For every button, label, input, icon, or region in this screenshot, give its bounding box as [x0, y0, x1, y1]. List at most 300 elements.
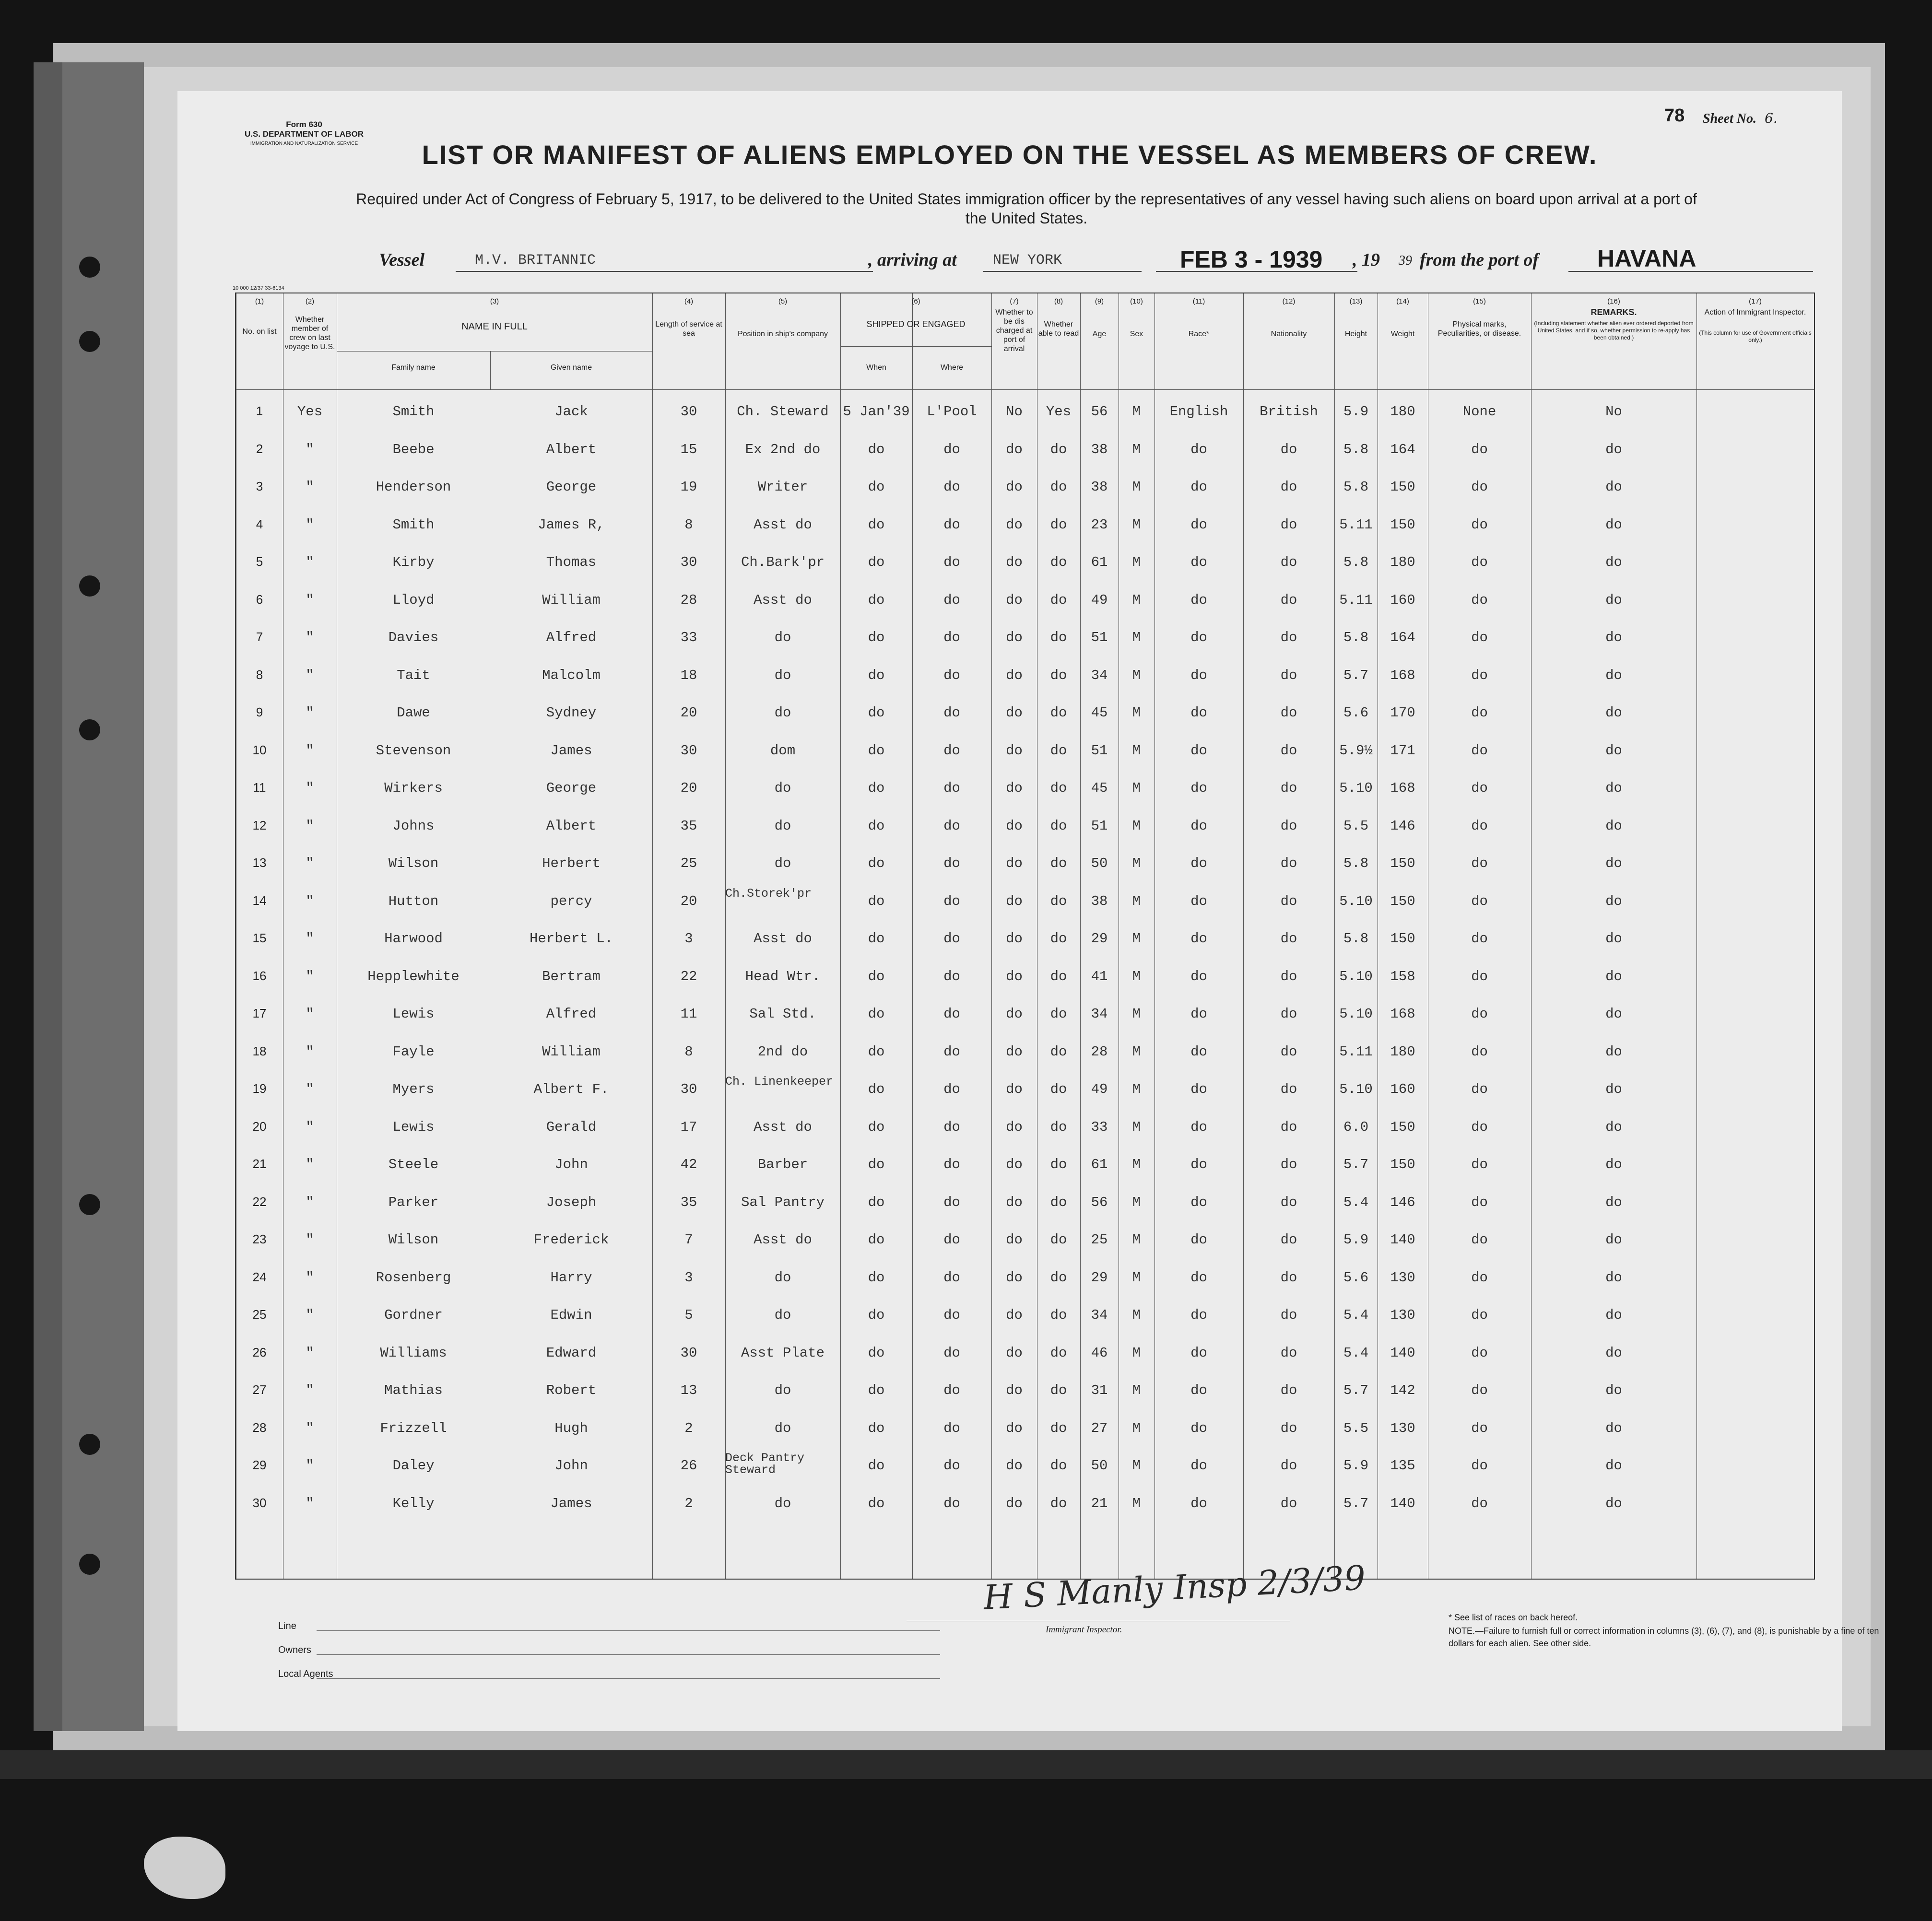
cell-disch: do: [1006, 1081, 1023, 1097]
cell-remarks: do: [1605, 1232, 1622, 1248]
cell-family: Gordner: [384, 1307, 443, 1323]
cell-where: L'Pool: [927, 404, 977, 420]
cell-nat: do: [1280, 592, 1297, 608]
cell-position: Ch.Storek'pr: [725, 886, 812, 901]
cell-when: do: [868, 516, 885, 533]
arrival-underline: [983, 271, 1142, 272]
cell-family: Lewis: [392, 1006, 435, 1022]
cell-marks: do: [1471, 1382, 1488, 1398]
cell-height: 5.10: [1339, 893, 1373, 909]
cell-weight: 140: [1390, 1495, 1415, 1511]
cell-read: do: [1050, 1345, 1067, 1361]
cell-given: George: [546, 479, 597, 495]
header-race: Race*: [1188, 330, 1210, 338]
cell-last: ": [306, 968, 314, 984]
cell-weight: 130: [1390, 1307, 1415, 1323]
cell-where: do: [943, 1269, 960, 1286]
cell-age: 23: [1091, 516, 1108, 533]
col-num-15: (15): [1473, 297, 1486, 305]
cell-sex: M: [1132, 1081, 1141, 1097]
cell-family: Hepplewhite: [367, 968, 459, 984]
cell-no: 18: [252, 1043, 267, 1058]
cell-when: do: [868, 630, 885, 645]
cell-nat: do: [1280, 705, 1297, 721]
cell-sex: M: [1132, 1382, 1141, 1398]
cell-nat: do: [1280, 479, 1297, 495]
cell-family: Hutton: [388, 893, 439, 909]
cell-no: 4: [256, 516, 263, 531]
cell-nat: do: [1280, 1232, 1297, 1248]
cell-read: do: [1050, 554, 1067, 570]
cell-where: do: [943, 1081, 960, 1097]
cell-last: ": [306, 667, 314, 683]
cell-family: Johns: [392, 818, 435, 834]
cell-disch: do: [1006, 630, 1023, 645]
cell-sex: M: [1132, 1307, 1141, 1323]
table-row: [236, 432, 1814, 469]
cell-sex: M: [1132, 855, 1141, 871]
cell-when: do: [868, 780, 885, 796]
cell-nat: do: [1280, 931, 1297, 947]
header-last-voyage: Whether member of crew on last voyage to U.S.: [284, 316, 335, 351]
cell-position: Asst do: [754, 931, 812, 947]
penalty-note: NOTE.—Failure to furnish full or correct information in columns (3), (6), (7), and (8), is punishable by a fine of ten dollars for each alien. See other side.: [1449, 1626, 1879, 1648]
cell-age: 38: [1091, 893, 1108, 909]
cell-nat: do: [1280, 1043, 1297, 1060]
cell-sex: M: [1132, 1269, 1141, 1286]
cell-remarks: do: [1605, 1157, 1622, 1172]
departure-port: HAVANA: [1597, 245, 1696, 272]
cell-disch: do: [1006, 1458, 1023, 1474]
table-row: [236, 733, 1814, 771]
header-family-name: Family name: [391, 363, 436, 372]
cell-given: James: [550, 742, 592, 759]
cell-race: do: [1190, 1006, 1207, 1022]
cell-remarks: do: [1605, 1345, 1622, 1361]
cell-position: do: [774, 705, 791, 721]
cell-disch: do: [1006, 1043, 1023, 1060]
cell-service: 20: [680, 705, 697, 721]
cell-read: do: [1050, 441, 1067, 457]
cell-service: 2: [684, 1495, 693, 1511]
cell-disch: do: [1006, 1006, 1023, 1022]
cell-height: 5.4: [1343, 1307, 1369, 1323]
cell-disch: do: [1006, 1119, 1023, 1135]
cell-weight: 140: [1390, 1345, 1415, 1361]
cell-last: ": [306, 1194, 314, 1210]
cell-race: do: [1190, 1232, 1207, 1248]
cell-no: 25: [252, 1307, 267, 1322]
table-row: [236, 1072, 1814, 1109]
cell-age: 25: [1091, 1232, 1108, 1248]
cell-disch: do: [1006, 1269, 1023, 1286]
cell-where: do: [943, 705, 960, 721]
cell-weight: 150: [1390, 893, 1415, 909]
cell-given: Albert F.: [533, 1081, 609, 1097]
cell-race: do: [1190, 592, 1207, 608]
cell-race: do: [1190, 441, 1207, 457]
cell-disch: do: [1006, 667, 1023, 683]
cell-race: do: [1190, 1157, 1207, 1172]
cell-weight: 171: [1390, 742, 1415, 759]
cell-no: 10: [252, 742, 267, 757]
cell-given: Jack: [554, 404, 588, 420]
cell-read: do: [1050, 1458, 1067, 1474]
cell-height: 5.8: [1343, 441, 1369, 457]
crew-table: [235, 293, 1815, 1580]
cell-given: percy: [550, 893, 592, 909]
cell-height: 5.8: [1343, 554, 1369, 570]
cell-family: Fayle: [392, 1043, 435, 1060]
cell-position: Asst do: [754, 1232, 812, 1248]
cell-family: Rosenberg: [376, 1269, 451, 1286]
table-row: [236, 394, 1814, 432]
cell-last: ": [306, 818, 314, 834]
col-num-12: (12): [1282, 297, 1296, 305]
scan-bottom-band: [0, 1750, 1932, 1779]
cell-where: do: [943, 1232, 960, 1248]
cell-nat: do: [1280, 780, 1297, 796]
cell-marks: do: [1471, 516, 1488, 533]
cell-where: do: [943, 667, 960, 683]
cell-disch: do: [1006, 968, 1023, 984]
cell-last: ": [306, 479, 314, 495]
cell-weight: 168: [1390, 1006, 1415, 1022]
cell-marks: do: [1471, 705, 1488, 721]
cell-family: Wilson: [388, 1232, 439, 1248]
cell-service: 42: [680, 1157, 697, 1172]
cell-no: 15: [252, 931, 267, 945]
table-row: [236, 620, 1814, 657]
cell-race: do: [1190, 893, 1207, 909]
cell-where: do: [943, 855, 960, 871]
cell-marks: do: [1471, 1420, 1488, 1436]
inspector-signature: H S Manly Insp 2/3/39: [982, 1558, 1367, 1617]
cell-where: do: [943, 592, 960, 608]
cell-remarks: do: [1605, 855, 1622, 871]
cell-age: 46: [1091, 1345, 1108, 1361]
cell-nat: do: [1280, 1458, 1297, 1474]
cell-read: do: [1050, 1119, 1067, 1135]
cell-last: ": [306, 780, 314, 796]
cell-sex: M: [1132, 818, 1141, 834]
cell-disch: do: [1006, 479, 1023, 495]
arriving-label: , arriving at: [868, 250, 957, 270]
table-row: [236, 658, 1814, 695]
table-row: [236, 545, 1814, 582]
col-num-3: (3): [490, 297, 499, 305]
table-row: [236, 1335, 1814, 1373]
cell-given: Edward: [546, 1345, 597, 1361]
cell-given: Hugh: [554, 1420, 588, 1436]
cell-marks: do: [1471, 1157, 1488, 1172]
vessel-label: Vessel: [379, 250, 424, 270]
cell-marks: do: [1471, 1006, 1488, 1022]
cell-when: do: [868, 1345, 885, 1361]
cell-remarks: do: [1605, 968, 1622, 984]
cell-remarks: do: [1605, 931, 1622, 947]
header-position: Position in ship's company: [737, 330, 828, 338]
cell-family: Smith: [392, 404, 435, 420]
cell-last: ": [306, 630, 314, 645]
cell-read: do: [1050, 516, 1067, 533]
cell-remarks: do: [1605, 667, 1622, 683]
department-name: U.S. DEPARTMENT OF LABOR: [245, 129, 364, 139]
cell-marks: do: [1471, 931, 1488, 947]
cell-marks: do: [1471, 1458, 1488, 1474]
cell-nat: do: [1280, 818, 1297, 834]
cell-height: 5.9: [1343, 1458, 1369, 1474]
cell-given: Alfred: [546, 630, 597, 645]
cell-height: 5.6: [1343, 1269, 1369, 1286]
cell-age: 49: [1091, 1081, 1108, 1097]
cell-age: 41: [1091, 968, 1108, 984]
cell-nat: do: [1280, 1081, 1297, 1097]
cell-nat: do: [1280, 1420, 1297, 1436]
cell-no: 23: [252, 1232, 267, 1246]
cell-position: Barber: [757, 1157, 808, 1172]
cell-position: do: [774, 1307, 791, 1323]
cell-height: 5.7: [1343, 1157, 1369, 1172]
cell-last: ": [306, 742, 314, 759]
cell-when: do: [868, 1458, 885, 1474]
cell-height: 5.10: [1339, 968, 1373, 984]
header-height: Height: [1344, 330, 1367, 338]
col-num-14: (14): [1396, 297, 1409, 305]
cell-nat: do: [1280, 1495, 1297, 1511]
cell-position: do: [774, 1382, 791, 1398]
cell-remarks: do: [1605, 1006, 1622, 1022]
cell-nat: do: [1280, 855, 1297, 871]
cell-nat: do: [1280, 1307, 1297, 1323]
cell-age: 38: [1091, 479, 1108, 495]
col-num-1: (1): [255, 297, 264, 305]
cell-sex: M: [1132, 554, 1141, 570]
cell-sex: M: [1132, 1157, 1141, 1172]
table-row: [236, 884, 1814, 921]
cell-no: 22: [252, 1194, 267, 1209]
cell-no: 3: [256, 479, 263, 493]
cell-disch: do: [1006, 705, 1023, 721]
header-shipped-or-engaged: SHIPPED OR ENGAGED: [866, 319, 966, 329]
cell-no: 9: [256, 705, 263, 719]
cell-no: 8: [256, 667, 263, 682]
punch-hole: [79, 331, 100, 352]
header-where: Where: [940, 363, 964, 372]
cell-position: Sal Std.: [749, 1006, 816, 1022]
cell-read: do: [1050, 818, 1067, 834]
cell-remarks: do: [1605, 554, 1622, 570]
table-row: [236, 1298, 1814, 1335]
cell-age: 45: [1091, 780, 1108, 796]
cell-weight: 180: [1390, 554, 1415, 570]
cell-weight: 146: [1390, 1194, 1415, 1210]
cell-position: do: [774, 630, 791, 645]
cell-marks: do: [1471, 893, 1488, 909]
cell-position: Deck Pantry Steward: [725, 1451, 805, 1477]
cell-read: do: [1050, 780, 1067, 796]
cell-no: 30: [252, 1495, 267, 1510]
cell-given: Alfred: [546, 1006, 597, 1022]
cell-read: Yes: [1046, 404, 1072, 420]
cell-disch: do: [1006, 931, 1023, 947]
cell-disch: do: [1006, 1157, 1023, 1172]
cell-when: do: [868, 1420, 885, 1436]
cell-remarks: do: [1605, 592, 1622, 608]
cell-read: do: [1050, 667, 1067, 683]
cell-no: 29: [252, 1458, 267, 1472]
cell-family: Henderson: [376, 479, 451, 495]
cell-age: 34: [1091, 1307, 1108, 1323]
cell-sex: M: [1132, 479, 1141, 495]
cell-age: 51: [1091, 630, 1108, 645]
owners-label: Owners: [278, 1645, 311, 1655]
cell-service: 8: [684, 1043, 693, 1060]
cell-no: 19: [252, 1081, 267, 1096]
cell-when: 5 Jan'39: [843, 404, 910, 420]
cell-last: ": [306, 441, 314, 457]
cell-last: ": [306, 1081, 314, 1097]
cell-weight: 150: [1390, 1119, 1415, 1135]
sheet-number: [1703, 110, 1778, 127]
col-num-11: (11): [1192, 297, 1205, 305]
cell-when: do: [868, 893, 885, 909]
cell-service: 19: [680, 479, 697, 495]
from-port-label: from the port of: [1420, 250, 1539, 270]
cell-marks: do: [1471, 441, 1488, 457]
cell-service: 26: [680, 1458, 697, 1474]
cell-position: do: [774, 855, 791, 871]
cell-race: do: [1190, 1382, 1207, 1398]
cell-remarks: do: [1605, 1458, 1622, 1474]
cell-given: Herbert: [542, 855, 601, 871]
table-row: [236, 996, 1814, 1034]
cell-height: 5.8: [1343, 931, 1369, 947]
cell-service: 2: [684, 1420, 693, 1436]
cell-race: do: [1190, 968, 1207, 984]
cell-remarks: do: [1605, 893, 1622, 909]
cell-remarks: do: [1605, 1269, 1622, 1286]
table-row: [236, 808, 1814, 846]
cell-read: do: [1050, 855, 1067, 871]
cell-race: do: [1190, 1081, 1207, 1097]
cell-sex: M: [1132, 1043, 1141, 1060]
cell-position: Ch.Bark'pr: [741, 554, 825, 570]
cell-remarks: do: [1605, 1194, 1622, 1210]
cell-position: Ex 2nd do: [745, 441, 821, 457]
cell-disch: do: [1006, 441, 1023, 457]
cell-where: do: [943, 1345, 960, 1361]
cell-given: George: [546, 780, 597, 796]
cell-family: Kirby: [392, 554, 435, 570]
cell-where: do: [943, 931, 960, 947]
cell-marks: None: [1462, 404, 1496, 420]
cell-service: 3: [684, 931, 693, 947]
table-row: [236, 1260, 1814, 1298]
cell-read: do: [1050, 1081, 1067, 1097]
cell-service: 35: [680, 818, 697, 834]
header-remarks: REMARKS.: [1590, 307, 1637, 317]
cell-disch: do: [1006, 1382, 1023, 1398]
punch-hole: [79, 1554, 100, 1575]
cell-service: 20: [680, 893, 697, 909]
cell-age: 29: [1091, 931, 1108, 947]
cell-when: do: [868, 554, 885, 570]
cell-when: do: [868, 1006, 885, 1022]
date-underline: [1156, 271, 1357, 272]
local-agents-label: Local Agents: [278, 1669, 333, 1679]
table-row: [236, 583, 1814, 620]
header-age: Age: [1092, 330, 1107, 338]
cell-family: Mathias: [384, 1382, 443, 1398]
cell-last: ": [306, 1006, 314, 1022]
cell-last: ": [306, 1307, 314, 1323]
cell-last: ": [306, 1495, 314, 1511]
cell-height: 5.7: [1343, 1495, 1369, 1511]
cell-position: do: [774, 1269, 791, 1286]
cell-weight: 150: [1390, 931, 1415, 947]
cell-sex: M: [1132, 1495, 1141, 1511]
table-row: [236, 1034, 1814, 1072]
cell-height: 5.9: [1343, 1232, 1369, 1248]
sheet-number-label: Sheet No.: [1703, 111, 1756, 126]
cell-read: do: [1050, 1232, 1067, 1248]
cell-last: ": [306, 1345, 314, 1361]
cell-marks: do: [1471, 554, 1488, 570]
punch-hole: [79, 1194, 100, 1215]
cell-sex: M: [1132, 441, 1141, 457]
cell-service: 30: [680, 554, 697, 570]
binding-strip: [34, 62, 62, 1731]
cell-when: do: [868, 1043, 885, 1060]
cell-read: do: [1050, 1157, 1067, 1172]
cell-where: do: [943, 893, 960, 909]
cell-age: 61: [1091, 1157, 1108, 1172]
cell-where: do: [943, 554, 960, 570]
year-label: , 19: [1353, 250, 1380, 270]
cell-family: Lewis: [392, 1119, 435, 1135]
col-num-13: (13): [1349, 297, 1363, 305]
cell-weight: 180: [1390, 1043, 1415, 1060]
cell-read: do: [1050, 968, 1067, 984]
cell-nat: do: [1280, 1194, 1297, 1210]
cell-last: ": [306, 1382, 314, 1398]
cell-remarks: do: [1605, 1081, 1622, 1097]
cell-when: do: [868, 1157, 885, 1172]
cell-marks: do: [1471, 818, 1488, 834]
cell-marks: do: [1471, 592, 1488, 608]
cell-given: Joseph: [546, 1194, 597, 1210]
binding-edge: [34, 62, 144, 1731]
cell-when: do: [868, 667, 885, 683]
cell-no: 1: [256, 404, 263, 418]
cell-service: 35: [680, 1194, 697, 1210]
table-row: [236, 1185, 1814, 1222]
cell-read: do: [1050, 1307, 1067, 1323]
cell-no: 11: [253, 780, 266, 795]
col-num-6: (6): [911, 297, 920, 305]
cell-sex: M: [1132, 742, 1141, 759]
cell-weight: 130: [1390, 1420, 1415, 1436]
cell-age: 31: [1091, 1382, 1108, 1398]
cell-disch: do: [1006, 554, 1023, 570]
cell-service: 8: [684, 516, 693, 533]
cell-weight: 158: [1390, 968, 1415, 984]
cell-no: 28: [252, 1420, 267, 1435]
cell-family: Wilson: [388, 855, 439, 871]
cell-service: 30: [680, 742, 697, 759]
cell-when: do: [868, 1495, 885, 1511]
